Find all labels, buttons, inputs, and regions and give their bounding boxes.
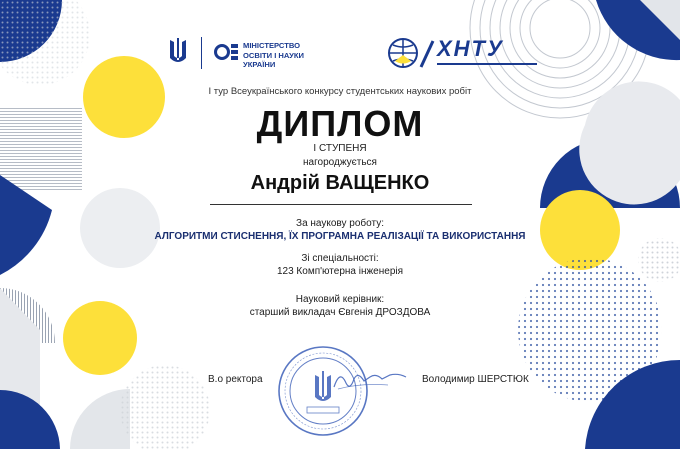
signatory-name: Володимир ШЕРСТЮК xyxy=(422,374,529,385)
specialty-label: Зі спеціальності: xyxy=(301,253,379,264)
university-logo-underline xyxy=(437,63,537,65)
recipient-name: Андрій ВАЩЕНКО xyxy=(250,172,430,194)
grey-ring-top-left xyxy=(0,0,90,85)
dotted-circle-bottom-left xyxy=(120,365,210,449)
supervisor-value: старший викладач Євгенія ДРОЗДОВА xyxy=(249,307,431,318)
name-underline xyxy=(210,204,472,205)
ministry-name xyxy=(243,41,304,70)
specialty-value: 123 Комп'ютерна інженерія xyxy=(276,266,404,277)
ministry-line-1: МІНІСТЕРСТВО xyxy=(243,41,301,50)
work-label: За наукову роботу: xyxy=(296,218,384,229)
degree: І СТУПЕНЯ xyxy=(313,143,367,154)
diploma-title: ДИПЛОМ xyxy=(256,103,424,144)
ministry-logo-icon xyxy=(214,40,239,64)
signatory-role: В.о ректора xyxy=(208,374,263,385)
university-logo: ХНТУ xyxy=(437,36,504,61)
ministry-line-2: ОСВІТИ І НАУКИ xyxy=(243,50,304,60)
contest-name: І тур Всеукраїнського конкурсу студентських наукових робіт xyxy=(208,86,472,97)
awarded-text: нагороджується xyxy=(303,157,377,168)
signature-scribble-icon xyxy=(330,365,410,395)
blue-quarter-bottom-left xyxy=(0,390,60,449)
ministry-line-3: УКРАЇНИ xyxy=(243,60,276,69)
supervisor-label: Науковий керівник: xyxy=(295,294,385,305)
work-title: АЛГОРИТМИ СТИСНЕННЯ, ЇХ ПРОГРАМНА РЕАЛІЗАЦІЇ ТА ВИКОРИСТАННЯ xyxy=(154,231,526,242)
logo-divider xyxy=(201,37,202,69)
university-globe-icon xyxy=(385,35,435,71)
trident-icon xyxy=(168,38,188,68)
